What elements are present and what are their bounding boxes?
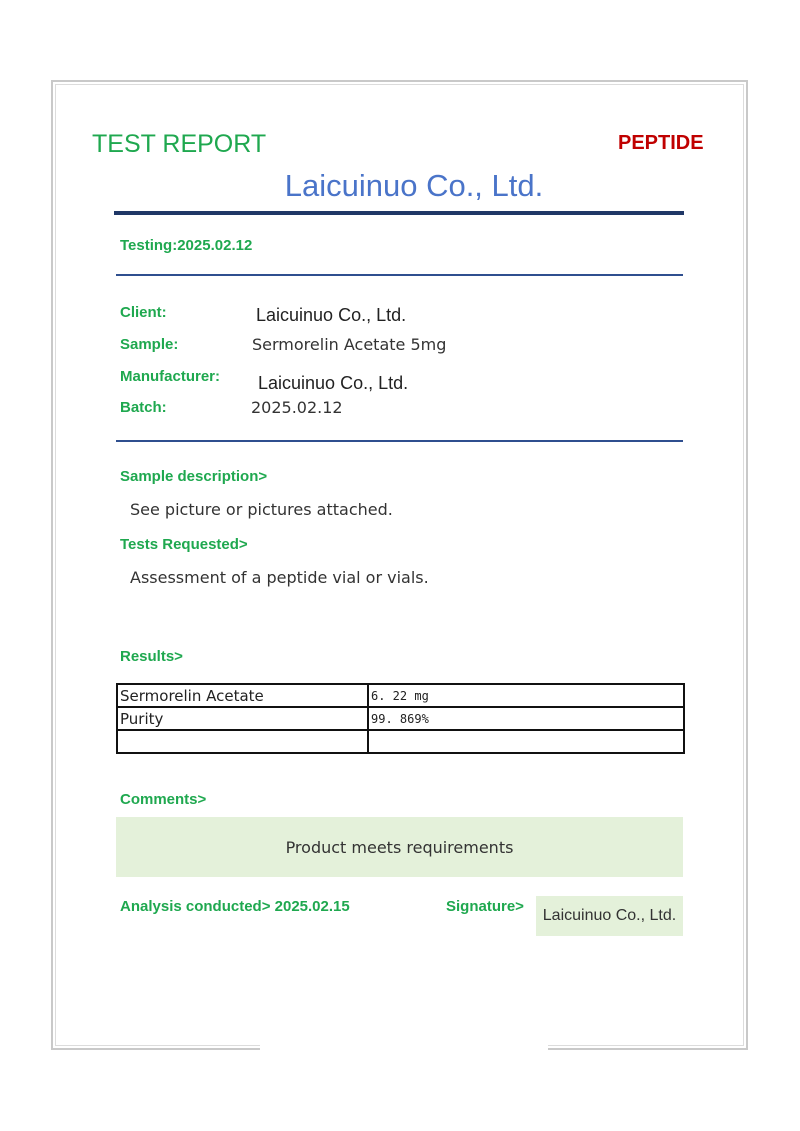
page-frame-gap [260,1044,548,1054]
section-divider-2 [116,440,683,442]
company-name: Laicuinuo Co., Ltd. [284,168,544,203]
manufacturer-label: Manufacturer: [120,368,221,385]
sample-description-text: See picture or pictures attached. [130,500,393,519]
signature-value: Laicuinuo Co., Ltd. [542,907,677,924]
table-row [117,730,684,753]
client-value: Laicuinuo Co., Ltd. [256,305,407,325]
results-heading: Results> [120,648,183,665]
sample-description-heading: Sample description> [120,468,268,485]
testing-label: Testing: [120,237,178,254]
manufacturer-value: Laicuinuo Co., Ltd. [258,373,409,393]
section-divider-1 [116,274,683,276]
header-divider [114,211,684,215]
sample-value: Sermorelin Acetate 5mg [252,335,447,354]
batch-value: 2025.02.12 [251,398,343,417]
results-table [116,683,685,754]
analysis-conducted: Analysis conducted> 2025.02.15 [120,898,350,915]
testing-date [120,237,252,255]
result-name [117,730,368,753]
tests-requested-heading: Tests Requested> [120,536,248,553]
testing-date-value: 2025.02.12 [177,237,253,254]
result-value [368,730,684,753]
signature-box [536,896,683,936]
batch-label: Batch: [120,399,167,416]
tests-requested-text: Assessment of a peptide vial or vials. [130,568,429,587]
report-category: PEPTIDE [618,132,704,154]
report-title: TEST REPORT [92,130,267,158]
table-row [117,684,684,707]
comments-box [116,817,683,877]
result-name: Purity [117,707,368,730]
comments-text: Product meets requirements [285,837,514,857]
result-value: 6. 22 mg [368,684,684,707]
result-name: Sermorelin Acetate [117,684,368,707]
table-row [117,707,684,730]
result-value: 99. 869% [368,707,684,730]
client-label: Client: [120,304,167,321]
signature-label: Signature> [446,898,524,915]
sample-label: Sample: [120,336,179,353]
comments-heading: Comments> [120,791,207,808]
